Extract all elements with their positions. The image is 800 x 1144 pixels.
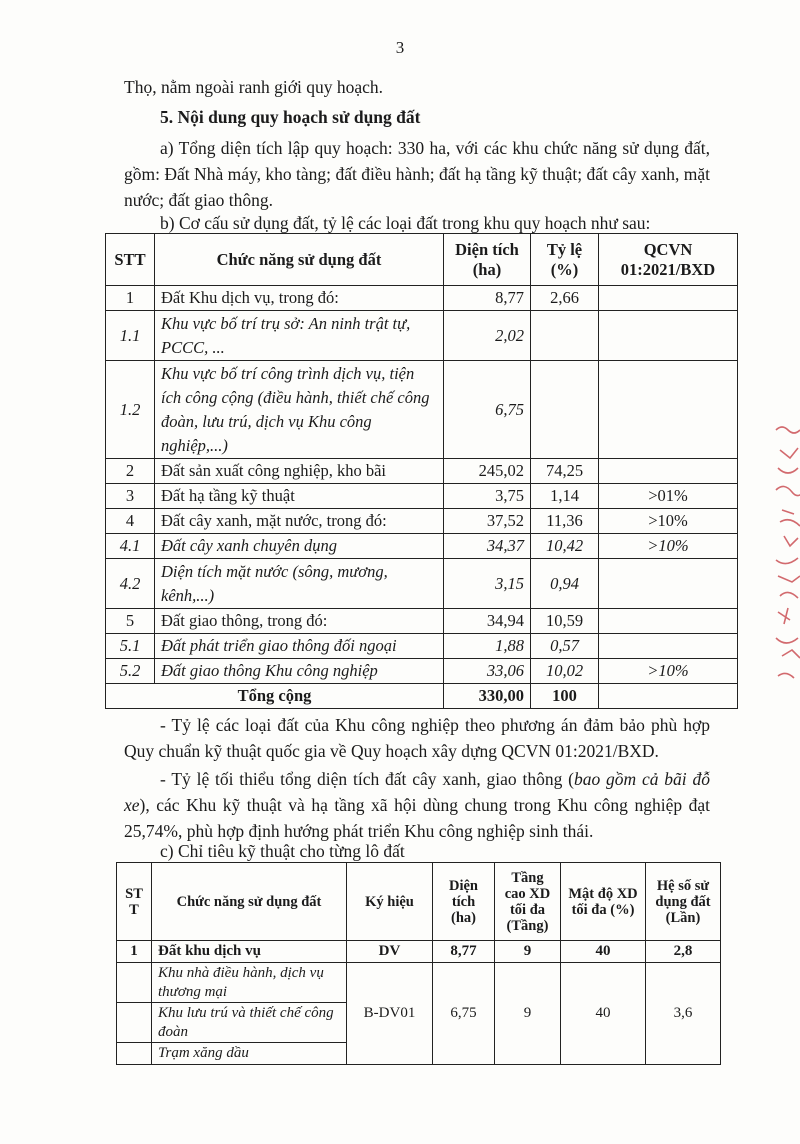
table-row: 5 Đất giao thông, trong đó: 34,94 10,59: [106, 609, 738, 634]
table-row: Khu lưu trú và thiết chế công đoàn: [117, 1003, 721, 1043]
table-row: Trạm xăng dầu: [117, 1043, 721, 1065]
paragraph-a: a) Tổng diện tích lập quy hoạch: 330 ha, với các khu chức năng sử dụng đất, gồm: Đất Nhà máy, kho tàng; đất điều hành; đất hạ tầng kỹ thuật; đất cây xanh, mặt nước; đất giao thông.: [124, 138, 710, 210]
paragraph-b: b) Cơ cấu sử dụng đất, tỷ lệ các loại đất trong khu quy hoạch như sau:: [160, 213, 651, 233]
col-area: Diện tích (ha): [433, 863, 495, 941]
table-row: 5.2 Đất giao thông Khu công nghiệp 33,06 10,02 >10%: [106, 659, 738, 684]
col-ratio: Tỷ lệ (%): [531, 234, 599, 286]
col-area: Diện tích (ha): [444, 234, 531, 286]
col-stt: STT: [106, 234, 155, 286]
col-function: Chức năng sử dụng đất: [152, 863, 347, 941]
table-header: [106, 234, 738, 286]
table-header: [117, 863, 721, 941]
table-row: 4.2 Diện tích mặt nước (sông, mương, kênh,...) 3,15 0,94: [106, 559, 738, 609]
table-row: 1 Đất Khu dịch vụ, trong đó: 8,77 2,66: [106, 286, 738, 311]
table-row: 1.1 Khu vực bố trí trụ sở: An ninh trật tự, PCCC, ... 2,02: [106, 311, 738, 361]
intro-line: Thọ, nằm ngoài ranh giới quy hoạch.: [124, 77, 384, 97]
table-row: 2 Đất sản xuất công nghiệp, kho bãi 245,02 74,25: [106, 459, 738, 484]
table-row: 1 Đất khu dịch vụ DV 8,77 9 40 2,8: [117, 941, 721, 963]
table-row: Khu nhà điều hành, dịch vụ thương mại B-DV01 6,75 9 40 3,6: [117, 963, 721, 1003]
col-function: Chức năng sử dụng đất: [155, 234, 444, 286]
col-symbol: Ký hiệu: [347, 863, 433, 941]
col-stt: STT: [117, 863, 152, 941]
page-number: 3: [395, 38, 405, 57]
table-row: 5.1 Đất phát triển giao thông đối ngoại 1,88 0,57: [106, 634, 738, 659]
col-density: Mật độ XD tối đa (%): [561, 863, 646, 941]
section-heading: 5. Nội dung quy hoạch sử dụng đất: [160, 107, 421, 127]
red-seal-stamp: [758, 410, 800, 700]
note-2: - Tỷ lệ tối thiểu tổng diện tích đất cây xanh, giao thông (bao gồm cả bãi đỗ xe), các Khu kỹ thuật và hạ tầng xã hội dùng chung trong Khu công nghiệp đạt 25,74%, phù hợp định hướng phát triển Khu công nghiệp sinh thái.: [124, 769, 710, 841]
table-row: 1.2 Khu vực bố trí công trình dịch vụ, tiện ích công cộng (điều hành, thiết chế công đoàn, lưu trú, dịch vụ Khu công nghiệp,...) 6,75: [106, 361, 738, 459]
table-row: 3 Đất hạ tầng kỹ thuật 3,75 1,14 >01%: [106, 484, 738, 509]
col-qcvn: QCVN 01:2021/BXD: [599, 234, 738, 286]
land-use-table: [105, 233, 738, 709]
note-1: - Tỷ lệ các loại đất của Khu công nghiệp theo phương án đảm bảo phù hợp Quy chuẩn kỹ thuật quốc gia về Quy hoạch xây dựng QCVN 01:2021/BXD.: [124, 715, 710, 761]
table-row: 4.1 Đất cây xanh chuyên dụng 34,37 10,42 >10%: [106, 534, 738, 559]
col-far: Hệ số sử dụng đất (Lần): [646, 863, 721, 941]
technical-indicators-table: [116, 862, 721, 1065]
table-row: 4 Đất cây xanh, mặt nước, trong đó: 37,52 11,36 >10%: [106, 509, 738, 534]
col-floors: Tầng cao XD tối đa (Tầng): [495, 863, 561, 941]
paragraph-c: c) Chỉ tiêu kỹ thuật cho từng lô đất: [160, 841, 405, 861]
table-total-row: Tổng cộng 330,00 100: [106, 684, 738, 709]
